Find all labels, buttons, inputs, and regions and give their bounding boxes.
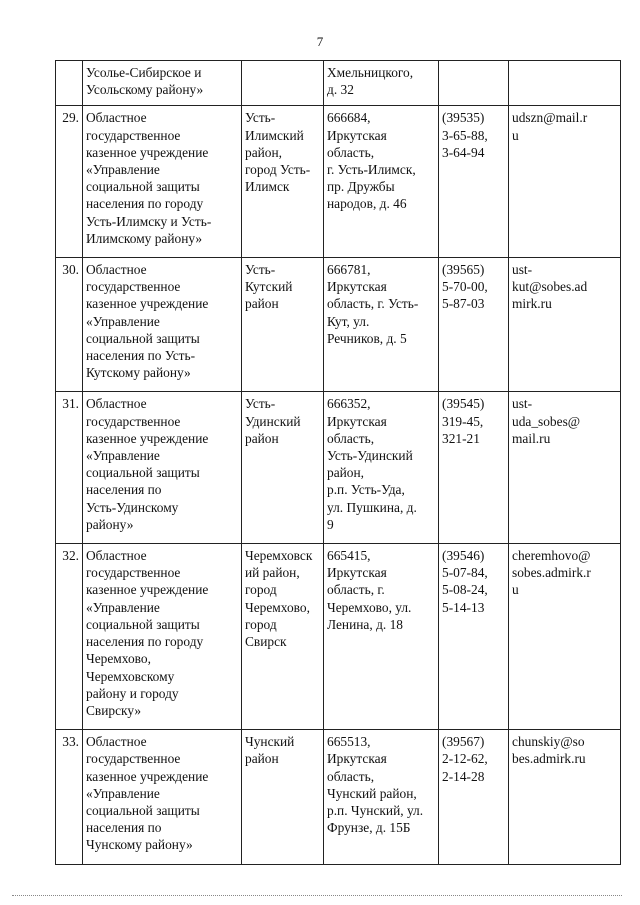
cell-line: государственное (86, 565, 181, 581)
cell-line: Кутский (245, 279, 293, 295)
address-cell (324, 258, 439, 392)
address-cell (324, 730, 439, 864)
cell-line: город (245, 616, 277, 632)
institution-name-cell (83, 544, 242, 730)
registry-table-body (56, 61, 621, 865)
cell-line: город Усть- (245, 162, 311, 178)
cell-line: mirk.ru (512, 296, 552, 312)
cell-line: uda_sobes@ (512, 413, 581, 429)
cell-line: Областное (86, 262, 147, 278)
email-cell (509, 258, 621, 392)
address-cell (324, 392, 439, 544)
cell-line: u (512, 582, 519, 598)
cell-line: Илимск (245, 179, 290, 195)
cell-line: Областное (86, 110, 147, 126)
table-row (56, 392, 621, 544)
cell-line: Иркутская (327, 751, 387, 767)
cell-line: Чунский район, (327, 785, 417, 801)
cell-line: Илимский (245, 127, 304, 143)
cell-line: населения по городу (86, 196, 204, 212)
cell-line: казенное учреждение (86, 430, 209, 446)
cell-line: району и городу (86, 685, 179, 701)
cell-line: Черемхово, ул. (327, 599, 412, 615)
cell-line: Областное (86, 734, 147, 750)
cell-line: область, (327, 144, 375, 160)
phone-cell (439, 730, 509, 864)
cell-line: государственное (86, 127, 181, 143)
cell-line: Усолье-Сибирское и (86, 65, 202, 80)
cell-line: населения по городу (86, 634, 204, 650)
cell-line: социальной защиты (86, 802, 200, 818)
cell-line: (39545) (442, 396, 485, 412)
cell-line: район (245, 296, 279, 312)
cell-line: населения по Усть- (86, 348, 196, 364)
cell-line: Усть-Илимску и Усть- (86, 213, 212, 229)
table-row (56, 730, 621, 864)
cell-line: «Управление (86, 599, 160, 615)
institution-name-cell (83, 61, 242, 106)
cell-line: казенное учреждение (86, 582, 209, 598)
page-number: 7 (316, 34, 324, 49)
cell-line: казенное учреждение (86, 296, 209, 312)
institution-name-cell (83, 392, 242, 544)
cell-line: 665513, (327, 734, 371, 750)
district-cell (242, 544, 324, 730)
cell-line: область, (327, 768, 375, 784)
cell-line: Усть- (245, 110, 276, 126)
phone-cell (439, 258, 509, 392)
cell-line: Илимскому району» (86, 230, 203, 246)
cell-line: Черемховск (245, 548, 313, 564)
cell-line: 3-64-94 (442, 144, 485, 160)
cell-line: 5-08-24, (442, 582, 488, 598)
cell-line: 2-14-28 (442, 768, 485, 784)
cell-line: казенное учреждение (86, 144, 209, 160)
cell-line: Усть- (245, 262, 276, 278)
cell-line: Иркутская (327, 127, 387, 143)
cell-line: 666781, (327, 262, 371, 278)
cell-line: Речников, д. 5 (327, 330, 407, 346)
cell-line: Хмельницкого, (327, 65, 414, 80)
cell-line: 9 (327, 516, 334, 532)
cell-line: государственное (86, 279, 181, 295)
cell-line: 3-65-88, (442, 127, 488, 143)
cell-line: государственное (86, 413, 181, 429)
cell-line: Областное (86, 548, 147, 564)
phone-cell (439, 544, 509, 730)
email-cell (509, 392, 621, 544)
cell-line: kut@sobes.ad (512, 279, 588, 295)
district-cell (242, 392, 324, 544)
cell-line: социальной защиты (86, 465, 200, 481)
cell-line: «Управление (86, 313, 160, 329)
registry-table (55, 60, 621, 865)
cell-line: chunskiy@so (512, 734, 585, 750)
institution-name-cell (83, 730, 242, 864)
cell-line: 2-12-62, (442, 751, 488, 767)
cell-line: mail.ru (512, 430, 551, 446)
cell-line: область, (327, 430, 375, 446)
table-row (56, 106, 621, 258)
cell-line: Ленина, д. 18 (327, 616, 403, 632)
cell-line: Черемхово, (86, 651, 151, 667)
table-row (56, 544, 621, 730)
cell-line: (39546) (442, 548, 485, 564)
cell-line: населения по (86, 820, 162, 836)
cell-line: казенное учреждение (86, 768, 209, 784)
address-cell (324, 61, 439, 106)
email-cell (509, 61, 621, 106)
cell-line: 5-87-03 (442, 296, 485, 312)
cell-line: 665415, (327, 548, 371, 564)
cell-line: область, г. Усть- (327, 296, 419, 312)
row-number-cell: 29. (56, 106, 83, 258)
cell-line: ий район, (245, 565, 300, 581)
footer-divider (12, 895, 622, 896)
cell-line: (39565) (442, 262, 485, 278)
cell-line: р.п. Усть-Уда, (327, 482, 405, 498)
phone-cell (439, 106, 509, 258)
cell-line: Кут, ул. (327, 313, 370, 329)
district-cell (242, 258, 324, 392)
cell-line: «Управление (86, 785, 160, 801)
cell-line: Иркутская (327, 565, 387, 581)
cell-line: bes.admirk.ru (512, 751, 586, 767)
cell-line: р.п. Чунский, ул. (327, 802, 424, 818)
row-number-cell: 32. (56, 544, 83, 730)
district-cell (242, 106, 324, 258)
row-number-cell: 33. (56, 730, 83, 864)
cell-line: район, (245, 144, 283, 160)
cell-line: ust- (512, 262, 533, 278)
cell-line: район (245, 430, 279, 446)
cell-line: народов, д. 46 (327, 196, 407, 212)
cell-line: району» (86, 516, 134, 532)
cell-line: Кутскому району» (86, 365, 191, 381)
cell-line: ул. Пушкина, д. (327, 499, 417, 515)
row-number-cell: 31. (56, 392, 83, 544)
institution-name-cell (83, 106, 242, 258)
district-cell (242, 730, 324, 864)
cell-line: населения по (86, 482, 162, 498)
email-cell (509, 106, 621, 258)
cell-line: «Управление (86, 162, 160, 178)
table-row (56, 258, 621, 392)
row-number-cell (56, 61, 83, 106)
cell-line: sobes.admirk.r (512, 565, 591, 581)
cell-line: 319-45, (442, 413, 484, 429)
cell-line: (39535) (442, 110, 485, 126)
cell-line: Усть-Удинскому (86, 499, 179, 515)
cell-line: Усть-Удинский (327, 448, 413, 464)
cell-line: Усть- (245, 396, 276, 412)
cell-line: 666684, (327, 110, 371, 126)
cell-line: пр. Дружбы (327, 179, 395, 195)
cell-line: Удинский (245, 413, 301, 429)
institution-name-cell (83, 258, 242, 392)
address-cell (324, 544, 439, 730)
address-cell (324, 106, 439, 258)
cell-line: г. Усть-Илимск, (327, 162, 416, 178)
cell-line: социальной защиты (86, 330, 200, 346)
cell-line: Фрунзе, д. 15Б (327, 820, 411, 836)
district-cell (242, 61, 324, 106)
cell-line: Чунскому району» (86, 837, 193, 853)
cell-line: 666352, (327, 396, 371, 412)
cell-line: Областное (86, 396, 147, 412)
cell-line: район, (327, 465, 365, 481)
cell-line: 5-07-84, (442, 565, 488, 581)
cell-line: u (512, 127, 519, 143)
cell-line: Черемхово, (245, 599, 310, 615)
cell-line: 5-14-13 (442, 599, 485, 615)
cell-line: 321-21 (442, 430, 480, 446)
cell-line: город (245, 582, 277, 598)
cell-line: Чунский (245, 734, 295, 750)
cell-line: «Управление (86, 448, 160, 464)
email-cell (509, 730, 621, 864)
cell-line: udszn@mail.r (512, 110, 588, 126)
cell-line: Иркутская (327, 279, 387, 295)
cell-line: социальной защиты (86, 616, 200, 632)
table-row (56, 61, 621, 106)
cell-line: cheremhovo@ (512, 548, 591, 564)
cell-line: государственное (86, 751, 181, 767)
cell-line: Усольскому району» (86, 82, 204, 98)
cell-line: район (245, 751, 279, 767)
cell-line: Черемховскому (86, 668, 175, 684)
cell-line: ust- (512, 396, 533, 412)
email-cell (509, 544, 621, 730)
row-number-cell: 30. (56, 258, 83, 392)
cell-line: 5-70-00, (442, 279, 488, 295)
cell-line: д. 32 (327, 82, 354, 98)
cell-line: область, г. (327, 582, 385, 598)
cell-line: (39567) (442, 734, 485, 750)
phone-cell (439, 392, 509, 544)
phone-cell (439, 61, 509, 106)
cell-line: Свирску» (86, 702, 142, 718)
cell-line: социальной защиты (86, 179, 200, 195)
cell-line: Иркутская (327, 413, 387, 429)
cell-line: Свирск (245, 634, 287, 650)
